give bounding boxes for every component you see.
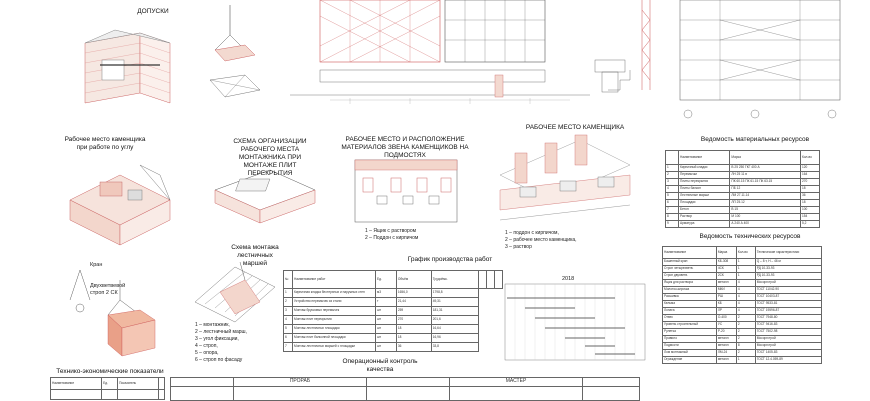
table-cell: 2 (736, 336, 755, 343)
table-row (666, 207, 820, 214)
table-cell: ПБ 12 (730, 186, 801, 193)
table-cell: Рулетка (663, 329, 717, 336)
table-cell: О-400 (716, 315, 736, 322)
table-cell: Кирпичный кладки (679, 165, 730, 172)
table-cell: 1 (284, 289, 293, 298)
table-cell: Ящик для раствора (663, 280, 717, 287)
title-mason-corner: Рабочее место каменщика при работе по углу (64, 136, 146, 151)
legend-item: 1 – Ящик с раствором (365, 228, 417, 234)
table-cell: 36 (801, 193, 820, 200)
table-row (666, 193, 820, 200)
table-row (663, 322, 822, 329)
table-cell: 270 (801, 179, 820, 186)
table-cell: 18 (396, 325, 431, 334)
legend-item: 1 – монтажник, (195, 322, 230, 328)
table-cell: 2 (736, 322, 755, 329)
title-stair-scheme: Схема монтажа лестничных маршей (231, 244, 279, 267)
table-cell: Лом монтажный (663, 350, 717, 357)
table-row (666, 186, 820, 193)
table-cell: 8 (666, 214, 679, 221)
table-cell: Правило (663, 336, 717, 343)
table-cell: Ограждение (663, 357, 717, 364)
schedule-table: № Наименование работ Ед. Объём Трудоёмк. 1 Кирпичная кладка бестерхных и наружных стен м3 1656,0 1798,8 2 Устройство перемычек из стали т 21,44 49,31 3 Монтаж брусковых перемычек шт 259 181,31 4 Монтаж плит перекрытия шт 270 201,6 5 Монтаж лестничных площадок шт 18 16,64 6 Монтаж плит балконной площадки шт 18 16,96 7 Монтаж лестничных маршей с площадки шт 36 33,8 (283, 270, 503, 352)
table-row (284, 307, 503, 316)
table-cell: В 25 250 ГКГ 400 А (730, 165, 801, 172)
table-cell: ЛП 25.12 (730, 200, 801, 207)
table-cell: ЛМ-24 (716, 350, 736, 357)
table-row (663, 343, 822, 350)
table-cell: Кирпичная кладка бестерхных и наружных стен (293, 289, 376, 298)
table-cell: металл (716, 357, 736, 364)
table-cell: Лопата (663, 308, 717, 315)
table-cell: ГОСТ 7948-80 (755, 315, 821, 322)
table-row (663, 336, 822, 343)
table-row (663, 329, 822, 336)
table-row (284, 289, 503, 298)
table-cell: Арматура (679, 221, 730, 228)
table-cell: Площадки (679, 200, 730, 207)
quality-prorab: ПРОРАБ (234, 378, 367, 387)
table-cell: 18 (801, 200, 820, 207)
table-cell: Плиты перекрытия (679, 179, 730, 186)
table-cell: Монтаж лестничных маршей с площадки (293, 343, 376, 352)
table-cell: 100 (801, 207, 820, 214)
legend-item: 3 – раствор (505, 244, 532, 250)
table-cell: Расшивка (663, 294, 717, 301)
table-cell: Молоток-кирочка (663, 287, 717, 294)
table-cell: 4 (284, 316, 293, 325)
table-cell: 5,2 (801, 221, 820, 228)
table-cell: Р-20 (716, 329, 736, 336)
table-cell: М 100 (730, 214, 801, 221)
legend-item: 2 – рабочее место каменщика, (505, 237, 577, 243)
table-cell: 201,6 (431, 316, 478, 325)
table-row (663, 357, 822, 364)
title-tech-econ: Технико-экономические показатели (56, 368, 164, 375)
table-cell: 36 (396, 343, 431, 352)
table-cell: ГОСТ 9533-81 (755, 301, 821, 308)
table-cell: ЛН 25 11 в (730, 172, 801, 179)
table-cell: УС (716, 322, 736, 329)
table-row (284, 325, 503, 334)
table-cell: шт (376, 334, 397, 343)
table-row (666, 172, 820, 179)
table-cell: РД 10-33-93 (755, 273, 821, 280)
table-cell: Монтаж плит перекрытия (293, 316, 376, 325)
table-cell: 1656,0 (396, 289, 431, 298)
table-cell: ГОСТ 9416-83 (755, 322, 821, 329)
table-cell: Мосоргстрой (755, 343, 821, 350)
table-cell: Устройство перемычек из стали (293, 298, 376, 307)
table-cell: 4 (736, 287, 755, 294)
legend-item: 2 – Поддон с кирпичом (365, 235, 419, 241)
table-cell: Башенный кран (663, 259, 717, 266)
hoist-pallet-drawing (205, 5, 265, 105)
title-schedule: График производства работ (407, 256, 493, 263)
scaffold-legend (365, 228, 418, 242)
table-cell: 2 (736, 329, 755, 336)
quality-table (170, 377, 640, 401)
mason-place-drawing (490, 135, 640, 230)
table-row (663, 273, 822, 280)
table-cell: Q – 8 т, Н – 46 м (755, 259, 821, 266)
table-row (284, 316, 503, 325)
legend-item: 1 – поддон с кирпичом, (505, 230, 559, 236)
table-cell: ГОСТ 19596-87 (755, 308, 821, 315)
table-cell: Бетон (679, 207, 730, 214)
title-materials: Ведомость материальных ресурсов (700, 136, 810, 143)
table-cell: 164 (801, 172, 820, 179)
table-row (666, 165, 820, 172)
title-mason-place: РАБОЧЕЕ МЕСТО КАМЕНЩИКА (525, 124, 625, 131)
table-cell: ЛМ 27.11.14 (730, 193, 801, 200)
table-row (284, 343, 503, 352)
table-cell: 7 (666, 207, 679, 214)
table-row (663, 294, 822, 301)
table-cell: А 240 А 400 (730, 221, 801, 228)
table-cell: шт (376, 316, 397, 325)
table-row (663, 308, 822, 315)
table-row (666, 200, 820, 207)
table-cell: 120 (801, 165, 820, 172)
table-cell: 6 (666, 200, 679, 207)
table-row (284, 334, 503, 343)
table-cell: 1 (736, 357, 755, 364)
table-row (666, 179, 820, 186)
table-cell: Монтаж плит балконной площадки (293, 334, 376, 343)
table-cell: 4 (736, 308, 755, 315)
table-cell: 1 (736, 259, 755, 266)
table-cell: ГОСТ 7502-98 (755, 329, 821, 336)
wall-tolerance-drawing (80, 18, 180, 108)
table-cell: 5 (666, 193, 679, 200)
table-cell: Кельма (663, 301, 717, 308)
crane-section-drawing (600, 0, 870, 120)
table-cell: металл (716, 343, 736, 350)
title-dopuski: ДОПУСКИ (137, 8, 169, 15)
legend-item: 3 – угол фиксации, (195, 336, 239, 342)
table-cell: 16,96 (431, 334, 478, 343)
table-cell: 1 (736, 273, 755, 280)
table-cell: Плиты балкон (679, 186, 730, 193)
table-row (663, 301, 822, 308)
table-cell: 259 (396, 307, 431, 316)
table-cell: ЛР (716, 308, 736, 315)
table-cell: 49,31 (431, 298, 478, 307)
slab-scheme-drawing (210, 165, 320, 225)
table-cell: ГОСТ 12.4.059-89 (755, 357, 821, 364)
tech-econ-table: Наименование Ед. Показатель (50, 377, 165, 400)
table-cell: м3 (376, 289, 397, 298)
table-cell: 2 (736, 350, 755, 357)
table-cell: 1798,8 (431, 289, 478, 298)
title-scaffold-place: РАБОЧЕЕ МЕСТО И РАСПОЛОЖЕНИЕ МАТЕРИАЛОВ ЗВЕНА КАМЕНЩИКОВ НА ПОДМОСТЯХ (341, 136, 469, 159)
label-crane: Кран (90, 262, 103, 268)
table-cell: 9 (666, 221, 679, 228)
table-cell: 18 (396, 334, 431, 343)
table-cell: 4 (666, 186, 679, 193)
table-cell: 4 (736, 301, 755, 308)
table-cell: 5 (284, 325, 293, 334)
table-cell: КБ (716, 301, 736, 308)
table-cell: 2СК (716, 273, 736, 280)
table-cell: Строп четырехветв. (663, 266, 717, 273)
quality-master: МАСТЕР (450, 378, 583, 387)
table-cell: 2 (666, 172, 679, 179)
sling-drawing (60, 270, 160, 360)
table-cell: 1 (666, 165, 679, 172)
mason-corner-drawing (60, 160, 180, 250)
legend-item: 4 – строп, (195, 343, 218, 349)
legend-item: 2 – лестничный марш, (195, 329, 247, 335)
table-row (663, 287, 822, 294)
table-cell: т (376, 298, 397, 307)
table-cell: Лестничные марши (679, 193, 730, 200)
facade-elevation-drawing (290, 0, 610, 110)
table-cell: 3 (284, 307, 293, 316)
table-row (663, 259, 822, 266)
table-cell: В 15 (730, 207, 801, 214)
table-cell: Подмости (663, 343, 717, 350)
table-cell: МКИ (716, 287, 736, 294)
table-cell: 8 (736, 343, 755, 350)
table-cell: Строп двухветв. (663, 273, 717, 280)
table-cell: РШ (716, 294, 736, 301)
table-cell: металл (716, 336, 736, 343)
label-sling: Двухветвевой строп 2 СК (90, 283, 126, 296)
table-cell: 21,44 (396, 298, 431, 307)
table-cell: 4СК (716, 266, 736, 273)
table-cell: ГОСТ 10403-87 (755, 294, 821, 301)
table-cell: ГОСТ 11042-90 (755, 287, 821, 294)
table-row (666, 221, 820, 228)
table-row (666, 214, 820, 221)
table-row (663, 280, 822, 287)
table-cell: 7 (284, 343, 293, 352)
table-cell: Перемычки (679, 172, 730, 179)
schedule-gantt (505, 284, 650, 364)
table-cell: 181,31 (431, 307, 478, 316)
table-cell: металл (716, 280, 736, 287)
table-row (284, 298, 503, 307)
legend-item: 6 – строп по фасаду (195, 357, 243, 363)
table-row (663, 350, 822, 357)
table-cell: Монтаж брусковых перемычек (293, 307, 376, 316)
table-cell: Мосоргстрой (755, 336, 821, 343)
title-slab-scheme: СХЕМА ОРГАНИЗАЦИИ РАБОЧЕГО МЕСТА МОНТАЖНИКА ПРИ МОНТАЖЕ ПЛИТ ПЕРЕКРЫТИЯ (233, 138, 307, 177)
table-row (663, 266, 822, 273)
table-cell: Раствор (679, 214, 730, 221)
table-cell: ГОСТ 1405-83 (755, 350, 821, 357)
mason-legend (505, 230, 577, 251)
table-cell: 6 (284, 334, 293, 343)
table-cell: шт (376, 325, 397, 334)
table-cell: Отвес (663, 315, 717, 322)
table-cell: 4 (736, 294, 755, 301)
table-cell: шт (376, 343, 397, 352)
table-cell: 2 (736, 315, 755, 322)
legend-item: 5 – опора, (195, 350, 219, 356)
table-row (663, 315, 822, 322)
tech-resources-table: Наименование Марка Кол-во Технические характеристики Башенный кран КБ-308 1 Q – 8 т, Н – 46 м Строп четырехветв. 4СК 1 РД 10-33-93 Строп двухветв. 2СК 1 РД 10-33-93 Ящик для раствора металл 4 Мосоргстрой Молоток-кирочка МКИ 4 ГОСТ 11042-90 Расшивка РШ 4 ГОСТ 10403-87 Кельма КБ 4 ГОСТ 9533-81 Лопата ЛР 4 ГОСТ 19596-87 Отвес О-400 2 ГОСТ 7948-80 Уровень строительный УС 2 ГОСТ 9416-83 Рулетка Р-20 2 ГОСТ 7502-98 Правило металл 2 Мосоргстрой Подмости металл 8 Мосоргстрой Лом монтажный ЛМ-24 2 ГОСТ 1405-83 Ограждение металл 1 ГОСТ 12.4.059-89 (662, 246, 822, 364)
table-cell: 18 (801, 186, 820, 193)
materials-table: Наименование Марка Кол-во 1 Кирпичный кладки В 25 250 ГКГ 400 А 120 2 Перемычки ЛН 25 11 в 164 3 Плиты перекрытия ПК 60.15 ПК 61.15 ПК 63.15 270 4 Плиты балкон ПБ 12 18 5 Лестничные марши ЛМ 27.11.14 36 6 Площадки ЛП 25.12 18 7 Бетон В 15 100 8 Раствор М 100 154 9 Арматура А 240 А 400 5,2 (665, 150, 820, 228)
schedule-year: 2018 (562, 276, 575, 282)
table-cell: 3 (666, 179, 679, 186)
table-cell: 1 (736, 266, 755, 273)
table-cell: Мосоргстрой (755, 280, 821, 287)
table-cell: Монтаж лестничных площадок (293, 325, 376, 334)
stair-legend (195, 322, 247, 364)
title-tech-resources: Ведомость технических ресурсов (699, 233, 801, 240)
table-cell: 33,8 (431, 343, 478, 352)
table-cell: шт (376, 307, 397, 316)
table-cell: Уровень строительный (663, 322, 717, 329)
table-cell: 16,64 (431, 325, 478, 334)
table-cell: КБ-308 (716, 259, 736, 266)
scaffold-plan-drawing (355, 160, 460, 225)
title-quality: Операционный контроль качества (342, 358, 418, 373)
table-cell: ПК 60.15 ПК 61.15 ПК 63.15 (730, 179, 801, 186)
table-cell: 4 (736, 280, 755, 287)
table-cell: РД 10-33-93 (755, 266, 821, 273)
table-cell: 154 (801, 214, 820, 221)
table-cell: 270 (396, 316, 431, 325)
table-cell: 2 (284, 298, 293, 307)
